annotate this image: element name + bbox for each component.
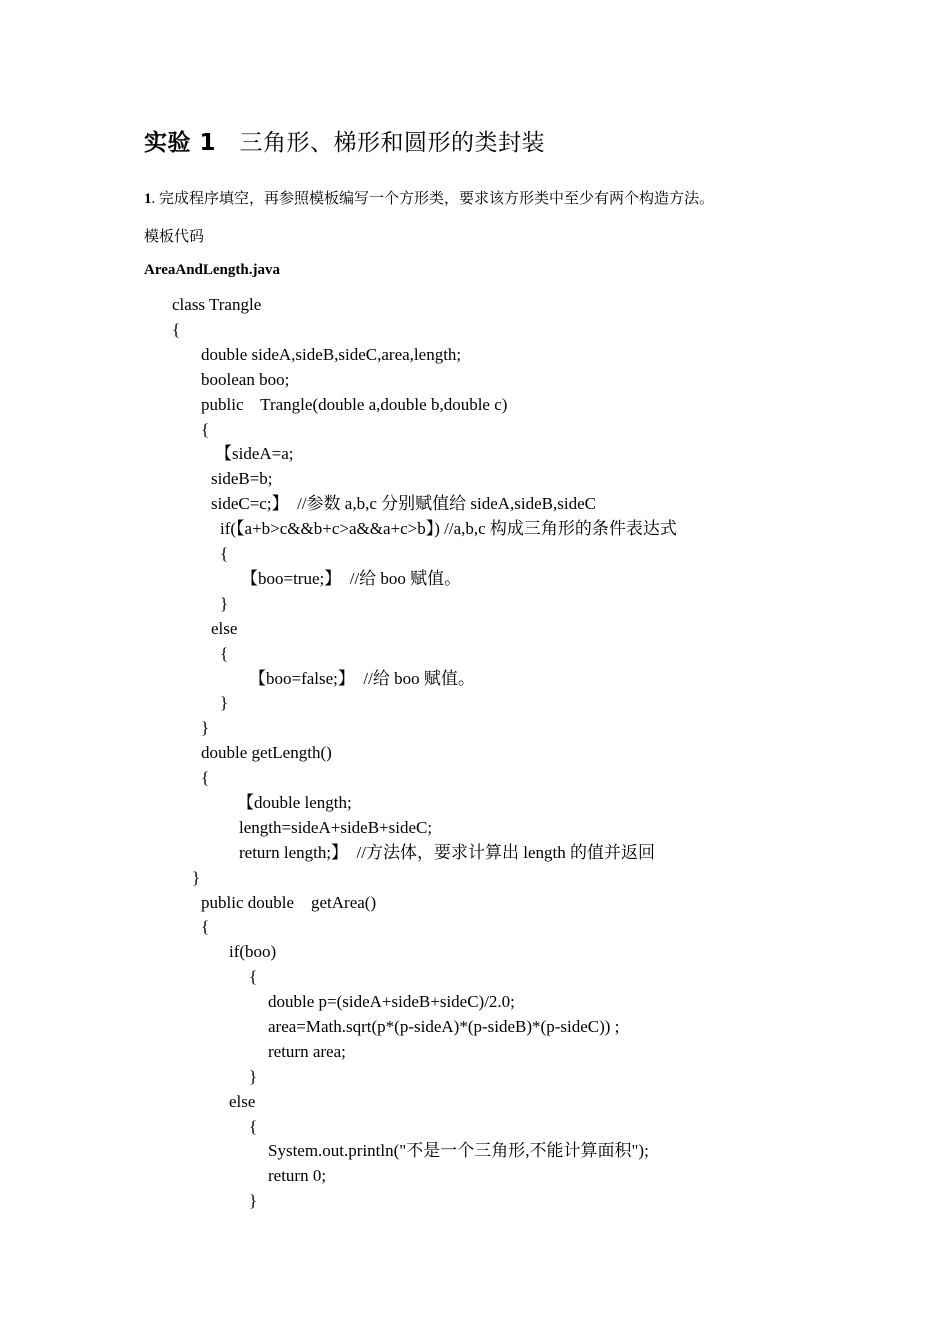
task-text: . 完成程序填空，再参照模板编写一个方形类，要求该方形类中至少有两个构造方法。 xyxy=(151,191,715,207)
code-line: } xyxy=(249,1191,258,1210)
code-line: sideC=c;】 //参数 a,b,c 分别赋值给 sideA,sideB,sideC xyxy=(211,494,596,513)
code-line: } xyxy=(220,693,229,712)
filename-label: AreaAndLength.java xyxy=(144,262,280,278)
code-line: double sideA,sideB,sideC,area,length; xyxy=(201,345,462,364)
task-number: 1 xyxy=(144,191,152,207)
code-line: } xyxy=(201,718,210,737)
code-line: 【boo=true;】 //给 boo 赋值。 xyxy=(241,569,462,588)
code-line: System.out.println("不是一个三角形,不能计算面积"); xyxy=(268,1141,649,1160)
code-line: } xyxy=(249,1067,258,1086)
code-line: { xyxy=(172,320,181,339)
code-line: } xyxy=(220,594,229,613)
code-line: sideB=b; xyxy=(211,469,273,488)
code-line: 【boo=false;】 //给 boo 赋值。 xyxy=(249,669,475,688)
code-line: double getLength() xyxy=(201,743,332,762)
code-line: if(boo) xyxy=(229,942,277,961)
code-line: public Trangle(double a,double b,double c) xyxy=(201,395,508,414)
code-line: public double getArea() xyxy=(201,893,377,912)
template-label: 模板代码 xyxy=(144,229,205,245)
code-line: if(【a+b>c&&b+c>a&&a+c>b】) //a,b,c 构成三角形的条件表达式 xyxy=(220,519,677,538)
code-line: { xyxy=(249,967,258,986)
code-line: return area; xyxy=(268,1042,346,1061)
code-line: else xyxy=(211,619,238,638)
code-line: boolean boo; xyxy=(201,370,290,389)
code-line: length=sideA+sideB+sideC; xyxy=(239,818,433,837)
code-line: return length;】 //方法体，要求计算出 length 的值并返回 xyxy=(239,843,655,862)
code-line: 【double length; xyxy=(237,793,352,812)
code-line: } xyxy=(192,868,201,887)
code-line: { xyxy=(220,644,229,663)
page-title xyxy=(144,124,545,157)
code-line: else xyxy=(229,1092,256,1111)
code-line: { xyxy=(201,768,210,787)
code-line: { xyxy=(249,1117,258,1136)
code-line: 【sideA=a; xyxy=(215,444,294,463)
title-number: 实验 1 xyxy=(144,130,217,156)
code-line: { xyxy=(201,917,210,936)
code-line: { xyxy=(220,544,229,563)
title-text: 三角形、梯形和圆形的类封装 xyxy=(239,130,545,156)
code-line: double p=(sideA+sideB+sideC)/2.0; xyxy=(268,992,515,1011)
code-line: area=Math.sqrt(p*(p-sideA)*(p-sideB)*(p-sideC)) ; xyxy=(268,1017,620,1036)
task-paragraph xyxy=(144,187,714,208)
code-line: return 0; xyxy=(268,1166,327,1185)
code-line: { xyxy=(201,420,210,439)
code-line: class Trangle xyxy=(172,295,262,314)
